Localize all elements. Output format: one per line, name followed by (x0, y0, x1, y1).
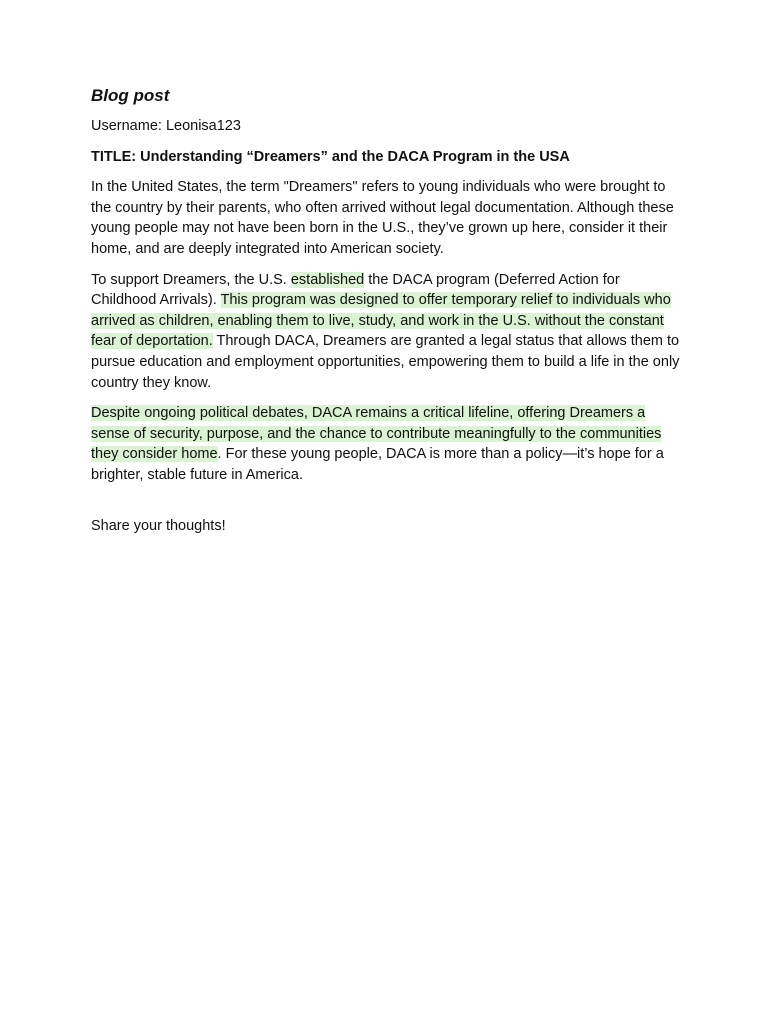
document-page (91, 84, 681, 546)
paragraph-2-text-a: To support Dreamers, the U.S. (91, 271, 291, 288)
paragraph-3-text-b: . For these young people, DACA is more than a policy—it’s hope for a brighter, stable future in America. (91, 446, 664, 483)
username-line: Username: Leonisa123 (91, 118, 241, 134)
paragraph-2-text-e: Through DACA, Dreamers are granted a legal status that allows them to pursue education and employment opportunities, empowering them to build a life in the only country they know. (91, 333, 680, 391)
post-title: TITLE: Understanding “Dreamers” and the DACA Program in the USA (91, 148, 570, 165)
spacer (91, 496, 681, 516)
paragraph-3 (91, 403, 681, 485)
blog-heading: Blog post (91, 86, 170, 105)
closing-line: Share your thoughts! (91, 517, 226, 534)
paragraph-1: In the United States, the term "Dreamers" refers to young individuals who were brought to the country by their parents, who often arrived without legal documentation. Although these young people may not have been born in the U.S., they’ve grown up here, consider it their home, and are deeply integrated into American society. (91, 179, 674, 257)
highlight-critical-lifeline: Despite ongoing political debates, DACA remains a critical lifeline, offering Dreamers a sense of security, purpose, and the chance to contribute meaningfully to the communities they consider home (91, 405, 662, 463)
highlight-established: established (290, 271, 365, 288)
paragraph-2-text-c: the DACA program (Deferred Action for Childhood Arrivals). (91, 271, 620, 309)
paragraph-2 (91, 270, 681, 394)
highlight-program-purpose: This program was designed to offer temporary relief to individuals who arrived as children, enabling them to live, study, and work in the U.S. without the constant fear of deportation. (91, 292, 671, 350)
